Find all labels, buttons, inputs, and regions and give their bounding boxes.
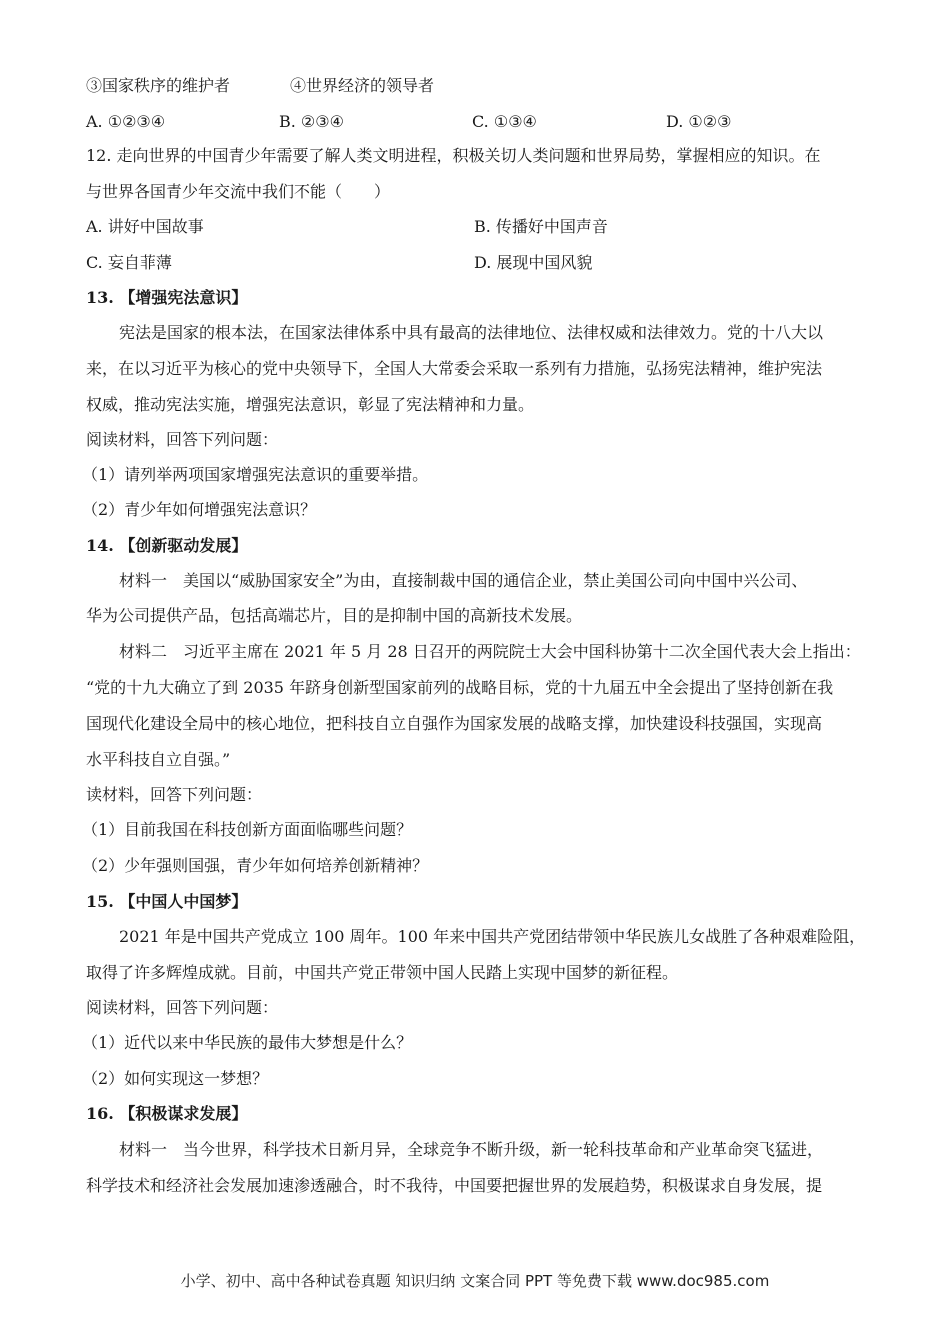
q14-material-2-line: 国现代化建设全局中的核心地位，把科技自立自强作为国家发展的战略支撑，加快建设科技强国，实现高 xyxy=(86,714,823,733)
q15-question-1: （1）近代以来中华民族的最伟大梦想是什么？ xyxy=(82,1033,413,1052)
q12-line-2: 与世界各国青少年交流中我们不能（ ） xyxy=(86,182,391,201)
q15-title: 15. 【中国人中国梦】 xyxy=(86,892,248,911)
q16-title: 16. 【积极谋求发展】 xyxy=(86,1104,248,1123)
q16-para-line: 材料一 当今世界，科学技术日新月异，全球竞争不断升级，新一轮科技革命和产业革命突飞猛进， xyxy=(119,1140,824,1159)
q13-question-2: （2）青少年如何增强宪法意识？ xyxy=(82,500,317,519)
choice-d: D. ①②③ xyxy=(666,112,732,131)
q14-material-2-line: “党的十九大确立了到 2035 年跻身创新型国家前列的战略目标，党的十九届五中全会提出了坚持创新在我 xyxy=(86,678,834,697)
q13-question-1: （1）请列举两项国家增强宪法意识的重要举措。 xyxy=(82,465,429,484)
q12-line-1: 12. 走向世界的中国青少年需要了解人类文明进程，积极关切人类问题和世界局势，掌握相应的知识。在 xyxy=(86,146,821,165)
q14-material-1-line: 材料一 美国以“威胁国家安全”为由，直接制裁中国的通信企业，禁止美国公司向中国中兴公司、 xyxy=(119,571,808,590)
q16-para-line: 科学技术和经济社会发展加速渗透融合，时不我待，中国要把握世界的发展趋势，积极谋求自身发展，提 xyxy=(86,1176,823,1195)
q14-title: 14. 【创新驱动发展】 xyxy=(86,536,248,555)
q14-prompt: 读材料，回答下列问题： xyxy=(86,785,263,804)
q14-question-1: （1）目前我国在科技创新方面面临哪些问题？ xyxy=(82,820,413,839)
q13-title: 13. 【增强宪法意识】 xyxy=(86,288,248,307)
q15-prompt: 阅读材料，回答下列问题： xyxy=(86,998,279,1017)
option-item-3: ③国家秩序的维护者 xyxy=(86,76,231,95)
q15-question-2: （2）如何实现这一梦想？ xyxy=(82,1069,269,1088)
q13-para-line: 来，在以习近平为核心的党中央领导下，全国人大常委会采取一系列有力措施，弘扬宪法精神，维护宪法 xyxy=(86,359,823,378)
q13-para-line: 权威，推动宪法实施，增强宪法意识，彰显了宪法精神和力量。 xyxy=(86,395,535,414)
q13-para-line: 宪法是国家的根本法，在国家法律体系中具有最高的法律地位、法律权威和法律效力。党的十八大以 xyxy=(119,323,824,342)
choice-a: A. ①②③④ xyxy=(86,112,166,131)
q14-material-1-line: 华为公司提供产品，包括高端芯片，目的是抑制中国的高新技术发展。 xyxy=(86,606,583,625)
q14-question-2: （2）少年强则国强，青少年如何培养创新精神？ xyxy=(82,856,429,875)
option-item-4: ④世界经济的领导者 xyxy=(290,76,435,95)
q15-para-line: 取得了许多辉煌成就。目前，中国共产党正带领中国人民踏上实现中国梦的新征程。 xyxy=(86,963,679,982)
choice-b: B. ②③④ xyxy=(279,112,344,131)
q12-choice-c: C. 妄自菲薄 xyxy=(86,253,172,272)
q15-para-line: 2021 年是中国共产党成立 100 周年。100 年来中国共产党团结带领中华民族儿女战胜了各种艰难险阻， xyxy=(119,927,866,946)
q12-choice-b: B. 传播好中国声音 xyxy=(474,217,608,236)
q13-prompt: 阅读材料，回答下列问题： xyxy=(86,430,279,449)
q14-material-2-line: 水平科技自立自强。” xyxy=(86,750,231,769)
q12-choice-d: D. 展现中国风貌 xyxy=(474,253,593,272)
q14-material-2-line: 材料二 习近平主席在 2021 年 5 月 28 日召开的两院院士大会中国科协第十二次全国代表大会上指出： xyxy=(119,642,861,661)
page-footer: 小学、初中、高中各种试卷真题 知识归纳 文案合同 PPT 等免费下载 www.doc985.com xyxy=(180,1272,770,1290)
q12-choice-a: A. 讲好中国故事 xyxy=(86,217,204,236)
choice-c: C. ①③④ xyxy=(472,112,537,131)
